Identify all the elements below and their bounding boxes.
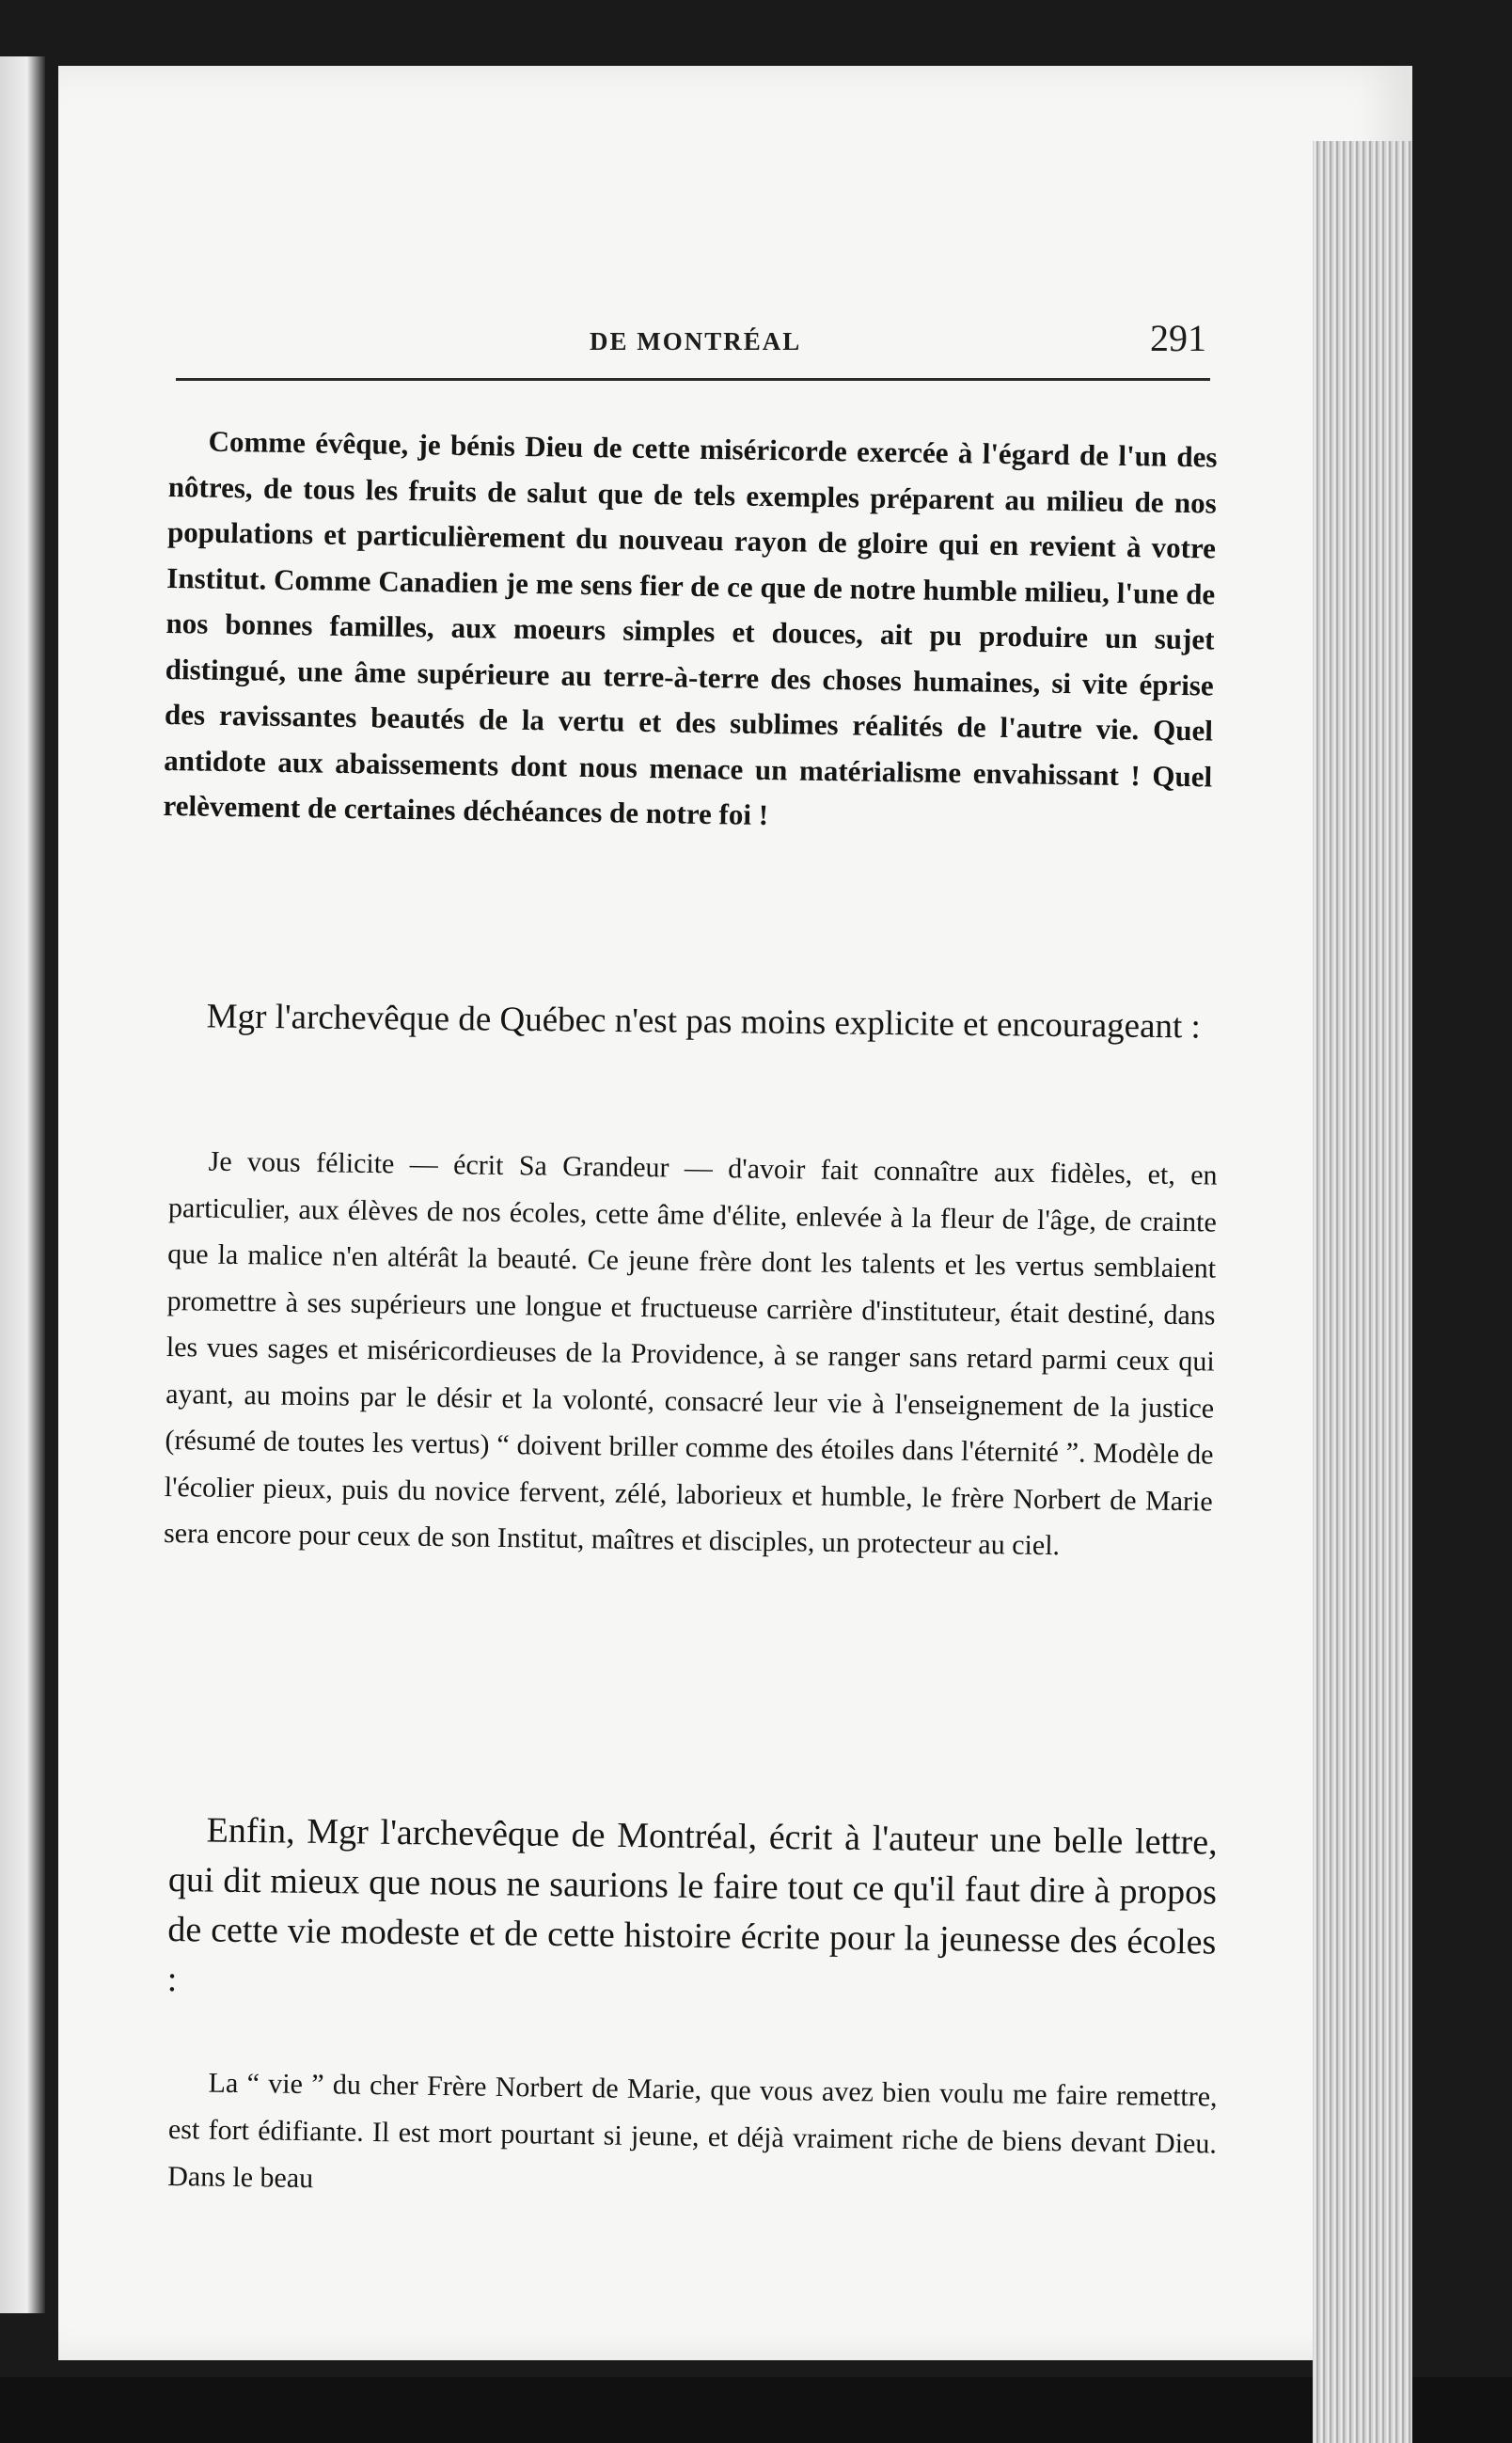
facing-page-edge [0,56,45,2313]
page-edges [1313,141,1412,2443]
quote-eveque: Comme évêque, je bénis Dieu de cette miséricorde exercée à l'égard de l'un des nôtres, de tous les fruits de salut que de tels exemples préparent au milieu de nos populations et particulièrement du nouveau rayon de gloire qui en revient à votre Institut. Comme Canadien je me sens fier de ce que de notre humble milieu, l'une de nos bonnes familles, aux moeurs simples et douces, ait pu produire un sujet distingué, une âme supérieure au terre-à-terre des choses humaines, si vite éprise des ravissantes beautés de la vertu et des sublimes réalités de l'autre vie. Quel antidote aux abaissements dont nous menace un matérialisme envahissant ! Quel relèvement de certaines déchéances de notre foi ! [163,424,1218,832]
book-page [58,66,1412,2360]
quote-quebec: Je vous félicite — écrit Sa Grandeur — d'avoir fait connaître aux fidèles, et, en particulier, aux élèves de nos écoles, cette âme d'élite, enlevée à la fleur de l'âge, de crainte que la malice n'en altérât la beauté. Ce jeune frère dont les talents et les vertus semblaient promettre à ses supérieurs une longue et fructueuse carrière d'instituteur, était destiné, dans les vues sages et miséricordieuses de la Providence, à se ranger sans retard parmi ceux qui ayant, au moins par le désir et la volonté, consacré leur vie à l'enseignement de la justice (résumé de toutes les vertus) “ doivent briller comme des étoiles dans l'éternité ”. Modèle de l'écolier pieux, puis du novice fervent, zélé, laborieux et humble, le frère Norbert de Marie sera encore pour ceux de son Institut, maîtres et disciples, un protecteur au ciel. [163,1145,1218,1562]
running-title: DE MONTRÉAL [590,327,802,355]
header-rule [176,378,1210,381]
page-number: 291 [1150,317,1206,359]
paragraph-quebec-intro: Mgr l'archevêque de Québec n'est pas moins explicite et encourageant : [206,997,1202,1047]
paragraph-montreal-intro: Enfin, Mgr l'archevêque de Montréal, écrit à l'auteur une belle lettre, qui dit mieux que nous ne saurions le faire tout ce qu'il faut dire à propos de cette vie modeste et de cette histoire écrite pour la jeunesse des écoles : [166,1810,1218,2000]
quote-montreal: La “ vie ” du cher Frère Norbert de Marie, que vous avez bien voulu me faire remettre, est fort édifiante. Il est mort pourtant si jeune, et déjà vraiment riche de biens devant Dieu. Dans le beau [167,2067,1218,2195]
running-head [176,308,1210,374]
